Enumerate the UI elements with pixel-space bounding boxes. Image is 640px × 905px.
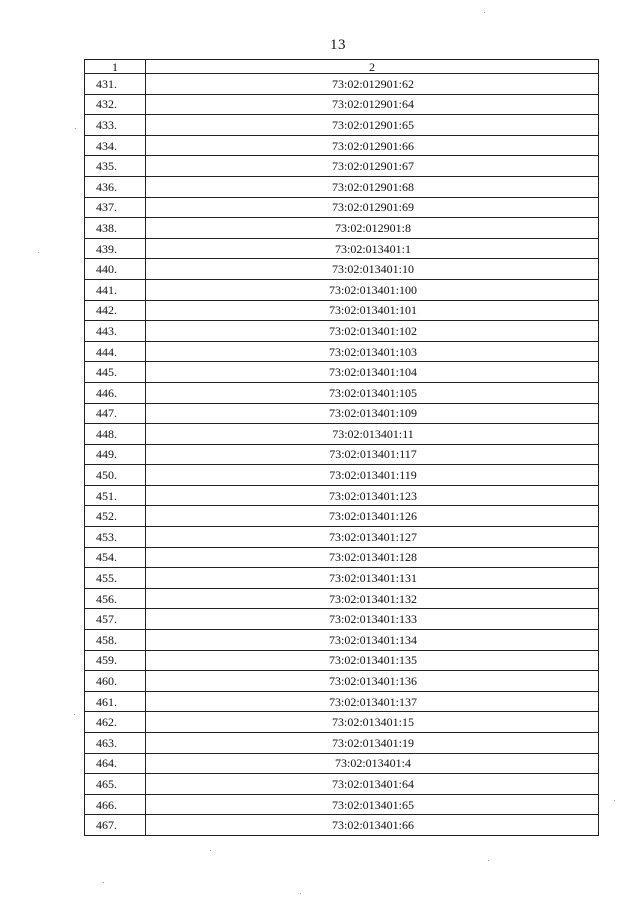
table-row [85,218,599,239]
cadastral-number-cell: 73:02:013401:10 [146,259,599,280]
row-index-cell: 441. [85,279,146,300]
cadastral-number-cell: 73:02:013401:132 [146,588,599,609]
table-row [85,774,599,795]
table-row [85,238,599,259]
table-row [85,527,599,548]
cadastral-number-cell: 73:02:013401:4 [146,753,599,774]
table-row [85,506,599,527]
row-index-cell: 437. [85,197,146,218]
cadastral-number-cell: 73:02:012901:8 [146,218,599,239]
cadastral-number-cell: 73:02:013401:104 [146,362,599,383]
table-row [85,362,599,383]
table-row [85,259,599,280]
table-row [85,815,599,836]
table-row [85,609,599,630]
table-row [85,424,599,445]
cadastral-number-cell: 73:02:013401:19 [146,733,599,754]
cadastral-number-cell: 73:02:012901:62 [146,74,599,95]
row-index-cell: 453. [85,527,146,548]
table-row [85,485,599,506]
row-index-cell: 447. [85,403,146,424]
scan-speck [300,893,301,894]
cadastral-number-cell: 73:02:013401:133 [146,609,599,630]
row-index-cell: 450. [85,465,146,486]
table-row [85,444,599,465]
row-index-cell: 448. [85,424,146,445]
table-row [85,465,599,486]
table-row [85,279,599,300]
table-row [85,712,599,733]
cadastral-number-cell: 73:02:012901:68 [146,176,599,197]
table-row [85,403,599,424]
cadastral-number-cell: 73:02:013401:105 [146,382,599,403]
cadastral-number-cell: 73:02:013401:103 [146,341,599,362]
cadastral-number-cell: 73:02:013401:15 [146,712,599,733]
scan-speck [74,714,75,715]
row-index-cell: 432. [85,94,146,115]
cadastral-number-cell: 73:02:013401:134 [146,630,599,651]
table-row [85,156,599,177]
row-index-cell: 467. [85,815,146,836]
cadastral-number-cell: 73:02:013401:123 [146,485,599,506]
row-index-cell: 464. [85,753,146,774]
row-index-cell: 465. [85,774,146,795]
cadastral-number-cell: 73:02:013401:102 [146,321,599,342]
table-row [85,691,599,712]
row-index-cell: 455. [85,568,146,589]
row-index-cell: 466. [85,794,146,815]
table-row [85,753,599,774]
scan-speck [103,882,104,883]
table-row [85,568,599,589]
row-index-cell: 461. [85,691,146,712]
row-index-cell: 443. [85,321,146,342]
scan-speck [484,12,485,13]
row-index-cell: 435. [85,156,146,177]
scan-speck [614,800,615,801]
cadastral-number-cell: 73:02:013401:126 [146,506,599,527]
row-index-cell: 446. [85,382,146,403]
cadastral-number-cell: 73:02:013401:64 [146,774,599,795]
row-index-cell: 442. [85,300,146,321]
cadastral-number-cell: 73:02:013401:131 [146,568,599,589]
cadastral-number-cell: 73:02:013401:136 [146,671,599,692]
table-row [85,74,599,95]
row-index-cell: 449. [85,444,146,465]
table-row [85,176,599,197]
table-row [85,547,599,568]
cadastral-number-cell: 73:02:012901:67 [146,156,599,177]
row-index-cell: 436. [85,176,146,197]
table-row [85,650,599,671]
table-header [85,60,599,74]
column-header-index: 1 [85,60,146,74]
table-body [85,74,599,836]
table-row [85,733,599,754]
cadastral-number-cell: 73:02:012901:65 [146,115,599,136]
table-row [85,341,599,362]
table-row [85,135,599,156]
row-index-cell: 440. [85,259,146,280]
table-row [85,321,599,342]
cadastral-number-cell: 73:02:013401:100 [146,279,599,300]
row-index-cell: 456. [85,588,146,609]
column-header-cadastral-number: 2 [146,60,599,74]
row-index-cell: 433. [85,115,146,136]
row-index-cell: 434. [85,135,146,156]
cadastral-number-cell: 73:02:013401:11 [146,424,599,445]
cadastral-number-cell: 73:02:013401:65 [146,794,599,815]
cadastral-number-cell: 73:02:013401:101 [146,300,599,321]
table-row [85,630,599,651]
row-index-cell: 445. [85,362,146,383]
cadastral-number-cell: 73:02:012901:69 [146,197,599,218]
cadastral-number-cell: 73:02:013401:119 [146,465,599,486]
cadastral-number-cell: 73:02:013401:109 [146,403,599,424]
row-index-cell: 463. [85,733,146,754]
table-row [85,382,599,403]
table-row [85,94,599,115]
row-index-cell: 431. [85,74,146,95]
cadastral-numbers-table [84,59,599,836]
table-row [85,671,599,692]
row-index-cell: 451. [85,485,146,506]
row-index-cell: 462. [85,712,146,733]
scan-speck [75,128,76,129]
table-row [85,794,599,815]
page-number: 13 [330,37,346,53]
scan-speck [488,860,489,861]
table-row [85,300,599,321]
row-index-cell: 438. [85,218,146,239]
cadastral-number-cell: 73:02:013401:66 [146,815,599,836]
cadastral-number-cell: 73:02:013401:117 [146,444,599,465]
cadastral-number-cell: 73:02:013401:127 [146,527,599,548]
cadastral-number-cell: 73:02:013401:135 [146,650,599,671]
row-index-cell: 460. [85,671,146,692]
cadastral-number-cell: 73:02:013401:1 [146,238,599,259]
row-index-cell: 452. [85,506,146,527]
row-index-cell: 439. [85,238,146,259]
cadastral-number-cell: 73:02:012901:66 [146,135,599,156]
row-index-cell: 457. [85,609,146,630]
cadastral-number-cell: 73:02:013401:128 [146,547,599,568]
table-row [85,115,599,136]
cadastral-number-cell: 73:02:012901:64 [146,94,599,115]
header-row [85,60,599,74]
row-index-cell: 444. [85,341,146,362]
row-index-cell: 454. [85,547,146,568]
row-index-cell: 459. [85,650,146,671]
cadastral-number-cell: 73:02:013401:137 [146,691,599,712]
table-row [85,197,599,218]
scan-speck [38,252,39,253]
row-index-cell: 458. [85,630,146,651]
table-row [85,588,599,609]
scan-speck [210,850,211,851]
